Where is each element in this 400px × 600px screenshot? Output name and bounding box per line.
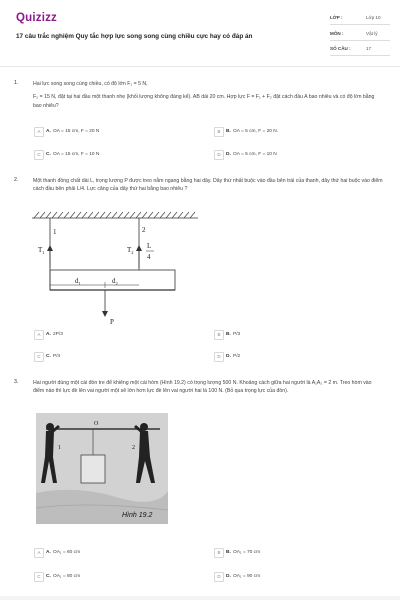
label-d2: $d_2$ [112, 277, 118, 286]
box [81, 455, 105, 483]
question-text-line: Hai lực song song cùng chiều, có độ lớn F₁ = 5 N, [33, 81, 148, 87]
label-d1: $d_1$ [75, 277, 81, 286]
label-string-1: 1 [53, 228, 57, 236]
option-letter: B. [226, 549, 231, 555]
option-letter: A. [46, 331, 51, 337]
meta-key: LỚP : [330, 15, 343, 20]
option-box[interactable]: B [214, 548, 224, 558]
option-letter: C. [46, 151, 51, 157]
option-text: OA₁ = 60 cm [53, 549, 81, 555]
label-string-2: 2 [142, 226, 146, 234]
question-text: Một thanh đồng chất dài L, trọng lượng P được treo nằm ngang bằng hai dây. Dây thứ nhất buộc vào đầu bên trái của thanh, dây thứ hai buộc vào điểm cách đầu bên phải L/4. Lực căng của dây thứ hai bằng bao nhiêu ? [33, 178, 383, 193]
option-letter: B. [226, 128, 231, 134]
meta-value: 17 [366, 46, 372, 51]
option-text: OA = 5 cm, F = 10 N [233, 151, 277, 157]
figure-caption: Hình 19.2 [122, 512, 153, 519]
option-letter: C. [46, 353, 51, 359]
figure-19-2-photo [36, 413, 168, 524]
option-letter: D. [226, 353, 231, 359]
page-header [0, 0, 400, 62]
option-letter: D. [226, 573, 231, 579]
label-t1: $T_1$ [38, 246, 45, 255]
option-box[interactable]: B [214, 330, 224, 340]
option-box[interactable]: B [214, 127, 224, 137]
option-text: OA = 15 cm, F = 20 N [53, 128, 100, 134]
meta-value: Lớp 10 [366, 15, 381, 20]
option-box[interactable]: A [34, 330, 44, 340]
weight-arrow [102, 290, 108, 317]
option-text: OA₁ = 70 cm [233, 549, 261, 555]
meta-value: Vật lý [366, 31, 378, 36]
question-text [33, 80, 383, 110]
option-text: P/3 [233, 331, 241, 337]
hanging-bar-diagram [30, 208, 200, 328]
option-box[interactable]: C [34, 150, 44, 160]
question-number: 3. [14, 379, 19, 385]
option-text: OA = 5 cm, F = 20 N. [233, 128, 279, 134]
option-box[interactable]: A [34, 127, 44, 137]
option-box[interactable]: D [214, 572, 224, 582]
question-text-line: F₂ = 15 N, đặt tại hai đầu một thanh nhẹ (khối lượng không đáng kể). AB dài 20 cm. Hợp lực F = F₁ + F₂ đặt cách đầu A bao nhiêu và có độ lớn bằng bao nhiêu? [33, 94, 375, 109]
option-text: OA₁ = 80 cm [53, 573, 81, 579]
option-letter: A. [46, 549, 51, 555]
meta-row-count [330, 43, 390, 56]
question-text: Hai người dùng một cái đòn tre để khiêng một cái hòm (Hình 19.2) có trọng lượng 500 N. Khoảng cách giữa hai người là A₁A₂ = 2 m. Treo hòm vào điểm nào thì lực đè lên vai người một sẽ lớn hơn lực đè lên vai người hai là 100 N. (Bỏ qua trọng lực của đòn). [33, 380, 372, 395]
ceiling-hatch [32, 212, 198, 218]
option-letter: C. [46, 573, 51, 579]
tension-2-arrow [136, 245, 142, 268]
option-letter: B. [226, 331, 231, 337]
option-box[interactable]: C [34, 572, 44, 582]
option-text: 2P/3 [53, 331, 63, 337]
tension-1-arrow [47, 245, 53, 268]
option-letter: A. [46, 128, 51, 134]
meta-key: SỐ CÂU : [330, 46, 351, 51]
label-l-over-4 [146, 242, 154, 261]
label-person-1: 1 [58, 445, 61, 451]
quizizz-logo[interactable]: Quizizz [16, 12, 58, 24]
label-t2: $T_2$ [127, 246, 134, 255]
option-text: OA = 15 cm, F = 10 N [53, 151, 100, 157]
option-text: P/2 [233, 353, 241, 359]
meta-key: MÔN : [330, 31, 344, 36]
label-p: P [110, 318, 114, 326]
svg-text:4: 4 [147, 253, 151, 261]
question-number: 1. [14, 80, 19, 86]
option-text: P/4 [53, 353, 61, 359]
label-person-2: 2 [132, 445, 135, 451]
label-o: O [94, 421, 99, 427]
header-divider [0, 66, 400, 67]
next-question-cutoff [0, 596, 400, 600]
option-box[interactable]: D [214, 150, 224, 160]
carrying-box-illustration [36, 413, 168, 524]
option-letter: D. [226, 151, 231, 157]
option-text: OA₁ = 90 cm [233, 573, 261, 579]
option-box[interactable]: C [34, 352, 44, 362]
meta-row-class [330, 12, 390, 25]
option-box[interactable]: A [34, 548, 44, 558]
option-box[interactable]: D [214, 352, 224, 362]
question-number: 2. [14, 177, 19, 183]
svg-text:L: L [147, 242, 152, 250]
meta-row-subject [330, 28, 390, 41]
page-title: 17 câu trắc nghiệm Quy tắc hợp lực song song cùng chiều cực hay có đáp án [16, 33, 253, 40]
